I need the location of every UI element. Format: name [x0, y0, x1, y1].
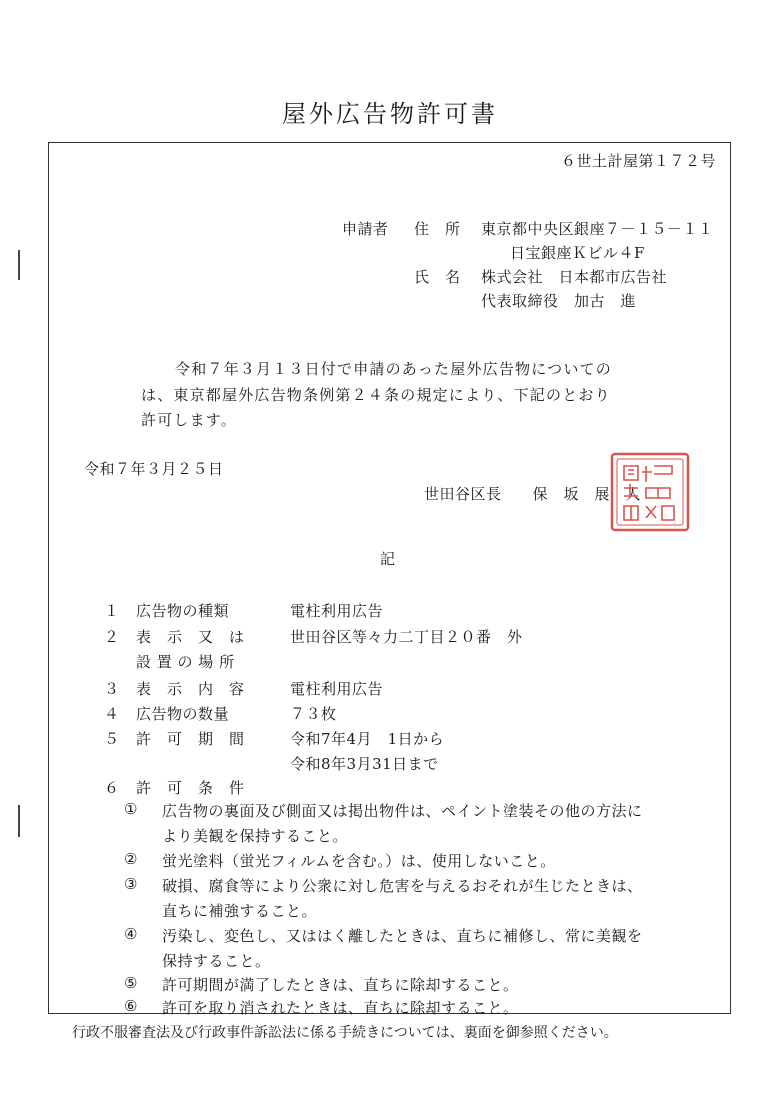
condition-line: 許可を取り消されたときは、直ちに除却すること。	[162, 999, 519, 1017]
condition-mark: ①	[124, 800, 138, 818]
item-label: 許 可 条 件	[136, 779, 245, 797]
condition-mark: ③	[124, 875, 138, 893]
issuer-name: 世田谷区長 保 坂 展 人	[424, 485, 642, 503]
address-label: 住 所	[414, 220, 461, 238]
ki-heading: 記	[380, 550, 396, 568]
condition-line: 蛍光塗料（蛍光フィルムを含む。）は、使用しないこと。	[162, 852, 556, 870]
body-line-3: 許可します。	[141, 411, 238, 429]
issue-date: 令和７年３月２５日	[84, 460, 224, 478]
item-label: 広告物の種類	[136, 602, 230, 620]
item-label-2: 設 置 の 場 所	[136, 653, 235, 671]
item-label: 表 示 又 は	[136, 628, 245, 646]
item-value: 電柱利用広告	[290, 680, 384, 698]
name-line2: 代表取締役 加古 進	[481, 292, 637, 310]
condition-mark: ⑤	[124, 974, 138, 992]
condition-line: 広告物の裏面及び側面又は掲出物件は、ペイント塗装その他の方法に	[162, 802, 643, 820]
permit-number: ６世土計屋第１７２号	[560, 152, 716, 170]
body-line-1: 令和７年３月１３日付で申請のあった屋外広告物についての	[175, 360, 612, 378]
scan-mark	[18, 250, 20, 280]
condition-line: 汚染し、変色し、又ははく離したときは、直ちに補修し、常に美観を	[162, 927, 643, 945]
body-line-2: は、東京都屋外広告物条例第２４条の規定により、下記のとおり	[141, 386, 611, 404]
item-number: ５	[104, 730, 120, 748]
condition-mark: ⑥	[124, 997, 138, 1015]
document-title: 屋外広告物許可書	[282, 100, 498, 128]
name-label: 氏 名	[414, 268, 461, 286]
item-value: 世田谷区等々力二丁目２０番 外	[290, 628, 523, 646]
item-number: ６	[104, 779, 120, 797]
item-number: ３	[104, 680, 120, 698]
condition-mark: ④	[124, 925, 138, 943]
address-line2: 日宝銀座Ｋビル４F	[510, 244, 645, 262]
item-value: ７３枚	[290, 705, 337, 723]
applicant-label: 申請者	[342, 220, 389, 238]
footer-note: 行政不服審査法及び行政事件訴訟法に係る手続きについては、裏面を御参照ください。	[72, 1025, 618, 1041]
condition-mark: ②	[124, 850, 138, 868]
item-value: 令和7年4月 1日から	[290, 730, 445, 748]
item-label: 表 示 内 容	[136, 680, 245, 698]
condition-line: 直ちに補強すること。	[162, 902, 318, 920]
item-value: 電柱利用広告	[290, 602, 384, 620]
official-seal	[610, 452, 690, 532]
item-number: １	[104, 602, 120, 620]
condition-line: 保持すること。	[162, 952, 271, 970]
item-label: 広告物の数量	[136, 705, 230, 723]
item-number: ４	[104, 705, 120, 723]
condition-line: 許可期間が満了したときは、直ちに除却すること。	[162, 976, 519, 994]
condition-line: 破損、腐食等により公衆に対し危害を与えるおそれが生じたときは、	[162, 877, 643, 895]
item-label: 許 可 期 間	[136, 730, 245, 748]
item-value-2: 令和8年3月31日まで	[290, 755, 439, 773]
scan-mark	[18, 805, 20, 837]
address-line1: 東京都中央区銀座７－１５－１１	[481, 220, 714, 238]
name-line1: 株式会社 日本都市広告社	[481, 268, 668, 286]
item-number: ２	[104, 628, 120, 646]
condition-line: より美観を保持すること。	[162, 827, 349, 845]
